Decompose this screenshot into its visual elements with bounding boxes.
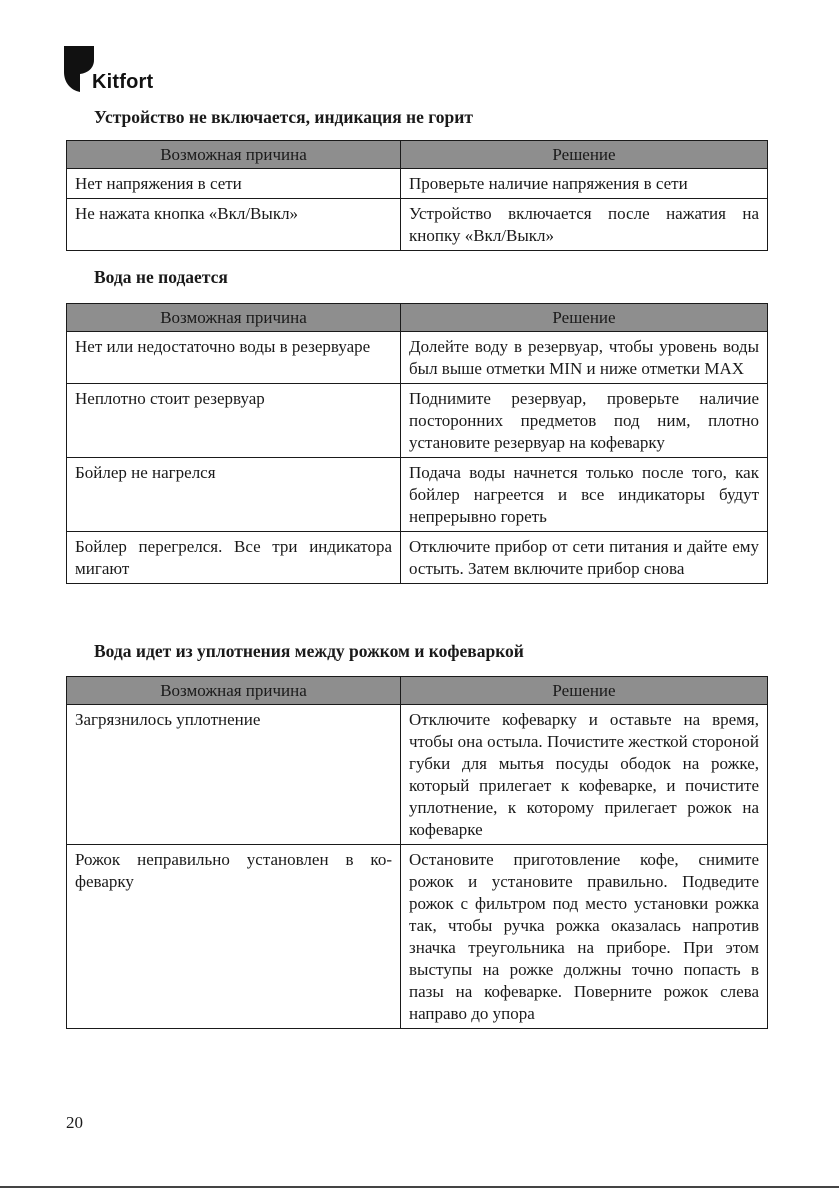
troubleshooting-table-water — [66, 303, 768, 584]
table-header-row — [67, 677, 768, 705]
header-solution: Решение — [401, 304, 768, 332]
cause-cell: Неплотно стоит резервуар — [67, 384, 401, 458]
table-row — [67, 532, 768, 584]
solution-cell: Проверьте наличие напряжения в сети — [401, 169, 768, 199]
section-title-seal: Вода идет из уплотнения между рожком и кофеваркой — [94, 641, 524, 661]
header-cause: Возможная причина — [67, 304, 401, 332]
table-header-row — [67, 304, 768, 332]
troubleshooting-table-power — [66, 140, 768, 251]
cause-cell: Бойлер перегрелся. Все три индикатора мигают — [67, 532, 401, 584]
section-title-power: Устройство не включается, индикация не горит — [94, 107, 473, 127]
cause-cell: Загрязнилось уплотнение — [67, 705, 401, 845]
solution-cell: Отключите прибор от сети питания и дайте ему остыть. Затем включите прибор снова — [401, 532, 768, 584]
solution-cell: Подача воды начнется только после того, как бойлер нагреется и все индикаторы будут непрерывно гореть — [401, 458, 768, 532]
header-solution: Решение — [401, 677, 768, 705]
cause-cell: Не нажата кнопка «Вкл/Выкл» — [67, 199, 401, 251]
table-row — [67, 384, 768, 458]
solution-cell: Поднимите резервуар, проверьте наличие посторонних предметов под ним, плотно установите резервуар на кофеварку — [401, 384, 768, 458]
table-row — [67, 705, 768, 845]
table-row — [67, 845, 768, 1029]
solution-cell: Отключите кофеварку и оставьте на время, чтобы она остыла. Почистите жесткой стороной губки для мытья посуды ободок на рожке, который прилегает к кофеварке, и почистите уплотнение, к которому прилегает рожок на кофеварке — [401, 705, 768, 845]
cause-cell: Нет или недостаточно воды в резервуаре — [67, 332, 401, 384]
troubleshooting-table-seal — [66, 676, 768, 1029]
brand-name: Kitfort — [92, 71, 154, 93]
header-cause: Возможная причина — [67, 677, 401, 705]
cause-cell: Рожок неправильно установлен в кофеварку — [67, 845, 401, 1029]
cause-cell: Нет напряжения в сети — [67, 169, 401, 199]
table-row — [67, 332, 768, 384]
footer-divider — [0, 1186, 839, 1188]
header-solution: Решение — [401, 141, 768, 169]
kitfort-logo-icon — [64, 46, 94, 92]
table-header-row — [67, 141, 768, 169]
table-row — [67, 199, 768, 251]
brand-logo — [64, 46, 153, 92]
solution-cell: Остановите приготовление кофе, снимите рожок и установите правильно. Подведите рожок с фильтром под место установки рожка так, чтобы ручка рожка оказалась напротив значка треугольника на приборе. При этом выступы на рожке должны точно попасть в пазы на кофеварке. Поверните рожок слева направо до упора — [401, 845, 768, 1029]
table-row — [67, 458, 768, 532]
section-title-water: Вода не подается — [94, 267, 228, 287]
solution-cell: Устройство включается после нажатия на кнопку «Вкл/Выкл» — [401, 199, 768, 251]
solution-cell: Долейте воду в резервуар, чтобы уровень воды был выше отметки MIN и ниже отметки MAX — [401, 332, 768, 384]
page-number: 20 — [66, 1113, 83, 1132]
header-cause: Возможная причина — [67, 141, 401, 169]
table-row — [67, 169, 768, 199]
cause-cell: Бойлер не нагрелся — [67, 458, 401, 532]
